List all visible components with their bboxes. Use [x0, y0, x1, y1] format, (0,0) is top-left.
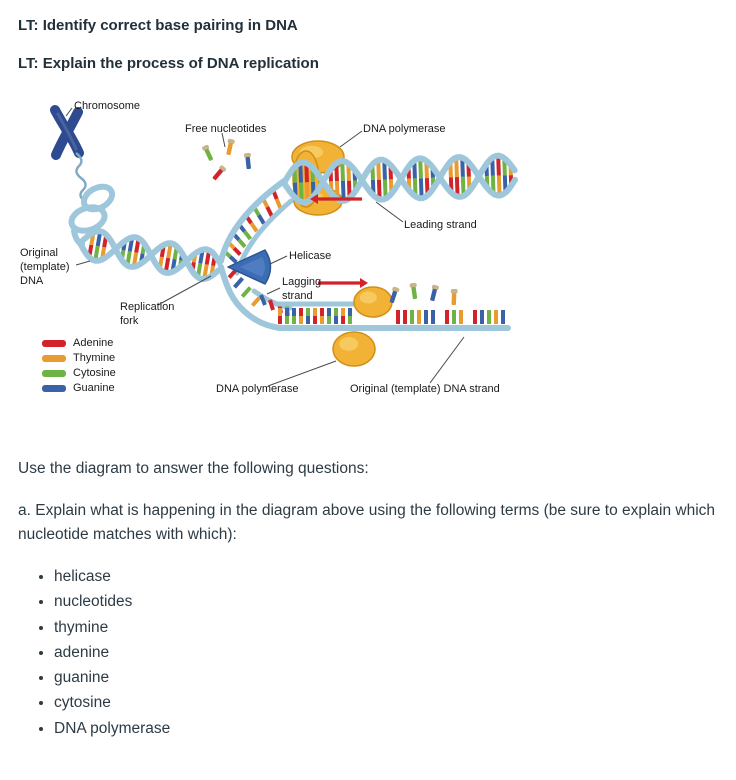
legend-item-adenine: [42, 336, 116, 349]
legend-item-guanine: [42, 381, 116, 394]
instruction-text: Use the diagram to answer the following questions:: [18, 460, 369, 477]
adenine-swatch: [42, 340, 66, 347]
label-lagging-strand: Lagging strand: [282, 276, 322, 302]
adenine-label: Adenine: [73, 336, 114, 349]
term-item-guanine: • guanine: [54, 670, 718, 686]
thymine-label: Thymine: [73, 351, 116, 364]
term-item-nucleotides: • nucleotides: [54, 594, 718, 610]
question-a-text: a. Explain what is happening in the diagram above using the following terms (be sure to explain which nucleotide matches with which):: [18, 502, 716, 544]
base-legend: [42, 336, 116, 399]
term-item-adenine: • adenine: [54, 645, 718, 661]
legend-item-cytosine: [42, 366, 116, 379]
label-free-nucleotides: Free nucleotides: [185, 123, 267, 135]
term-item-cytosine: • cytosine: [54, 695, 718, 711]
dna-replication-diagram: [18, 95, 523, 405]
label-replication-fork: Replication fork: [120, 301, 175, 327]
learning-target-2: LT: Explain the process of DNA replication: [18, 55, 319, 72]
label-original-template-strand: Original (template) DNA strand: [350, 383, 500, 395]
term-item-dna-polymerase: • DNA polymerase: [54, 721, 718, 737]
cytosine-label: Cytosine: [73, 366, 116, 379]
term-item-helicase: • helicase: [54, 569, 718, 585]
thymine-swatch: [42, 355, 66, 362]
guanine-label: Guanine: [73, 381, 115, 394]
label-leading-strand: Leading strand: [404, 219, 477, 231]
label-chromosome: Chromosome: [74, 100, 141, 112]
term-list: [18, 569, 718, 737]
learning-target-1: LT: Identify correct base pairing in DNA: [18, 17, 298, 34]
label-dna-polymerase-bottom: DNA polymerase: [216, 383, 299, 395]
cytosine-swatch: [42, 370, 66, 377]
label-original-template-dna: Original (template) DNA: [20, 247, 70, 287]
guanine-swatch: [42, 385, 66, 392]
label-helicase: Helicase: [289, 250, 332, 262]
label-dna-polymerase-top: DNA polymerase: [363, 123, 446, 135]
term-item-thymine: • thymine: [54, 620, 718, 636]
legend-item-thymine: [42, 351, 116, 364]
